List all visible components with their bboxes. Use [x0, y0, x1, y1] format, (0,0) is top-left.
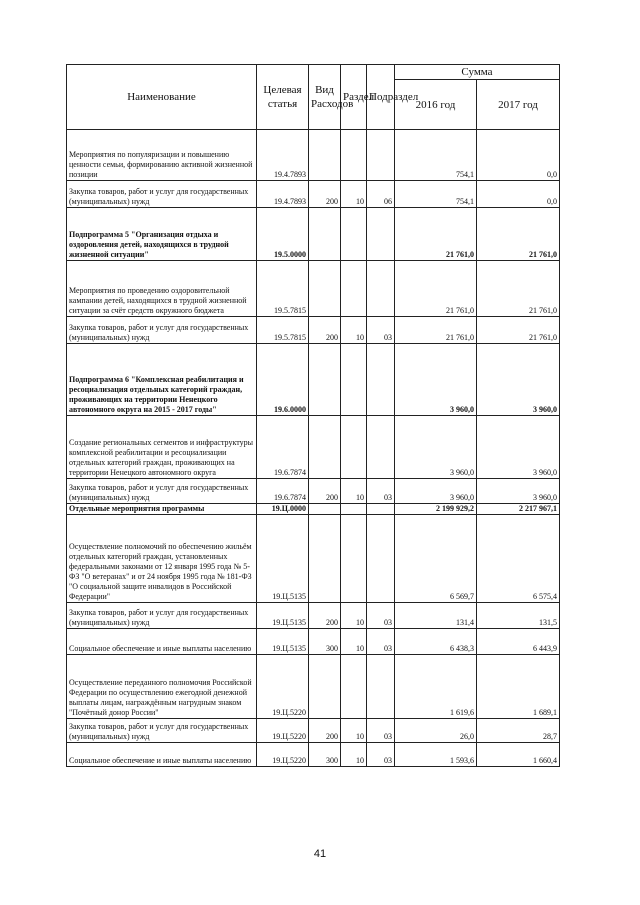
table-row — [67, 416, 560, 479]
row-section: 10 — [341, 719, 367, 743]
row-name: Отдельные мероприятия программы — [67, 504, 257, 515]
row-subsection: 03 — [367, 317, 395, 344]
row-section — [341, 655, 367, 719]
table-body — [67, 130, 560, 767]
row-sum-2016: 6 569,7 — [395, 515, 477, 603]
row-sum-2016: 21 761,0 — [395, 208, 477, 261]
row-subsection — [367, 655, 395, 719]
row-section: 10 — [341, 181, 367, 208]
header-subsection: Подраздел — [367, 65, 395, 130]
row-subsection — [367, 130, 395, 181]
row-subsection: 03 — [367, 603, 395, 629]
row-sum-2016: 21 761,0 — [395, 261, 477, 317]
row-sum-2016: 3 960,0 — [395, 479, 477, 504]
row-name: Закупка товаров, работ и услуг для государственных (муниципальных) нужд — [67, 603, 257, 629]
row-sum-2016: 754,1 — [395, 130, 477, 181]
row-section — [341, 344, 367, 416]
table-row — [67, 208, 560, 261]
row-target-code: 19.Ц.5135 — [257, 629, 309, 655]
header-type: Вид Расходов — [309, 65, 341, 130]
row-sum-2016: 3 960,0 — [395, 344, 477, 416]
row-expense-type — [309, 130, 341, 181]
page-number: 41 — [313, 848, 327, 860]
row-expense-type: 200 — [309, 479, 341, 504]
row-sum-2016: 26,0 — [395, 719, 477, 743]
row-expense-type: 200 — [309, 181, 341, 208]
table-row — [67, 181, 560, 208]
row-target-code: 19.Ц.5220 — [257, 655, 309, 719]
row-expense-type — [309, 344, 341, 416]
row-expense-type: 200 — [309, 603, 341, 629]
table-row — [67, 515, 560, 603]
row-subsection — [367, 504, 395, 515]
row-name: Осуществление переданного полномочия Российской Федерации по осуществлению ежегодной денежной выплаты лицам, награждённым нагрудным знаком "Почётный донор России" — [67, 655, 257, 719]
table-row — [67, 655, 560, 719]
row-subsection: 03 — [367, 479, 395, 504]
row-sum-2016: 2 199 929,2 — [395, 504, 477, 515]
table-row — [67, 504, 560, 515]
row-subsection: 06 — [367, 181, 395, 208]
header-name: Наименование — [67, 65, 257, 130]
row-target-code: 19.Ц.5135 — [257, 515, 309, 603]
table-row — [67, 743, 560, 767]
row-name: Создание региональных сегментов и инфраструктуры комплексной реабилитации и ресоциализации отдельных категорий граждан, проживающих на территории Ненецкого автономного округа — [67, 416, 257, 479]
row-subsection — [367, 515, 395, 603]
row-sum-2017: 21 761,0 — [477, 261, 560, 317]
row-subsection — [367, 261, 395, 317]
row-name: Закупка товаров, работ и услуг для государственных (муниципальных) нужд — [67, 719, 257, 743]
row-target-code: 19.Ц.5135 — [257, 603, 309, 629]
row-subsection — [367, 208, 395, 261]
row-target-code: 19.4.7893 — [257, 181, 309, 208]
row-sum-2016: 3 960,0 — [395, 416, 477, 479]
table-row — [67, 479, 560, 504]
table-row — [67, 629, 560, 655]
table-row — [67, 261, 560, 317]
row-section: 10 — [341, 317, 367, 344]
row-section: 10 — [341, 603, 367, 629]
row-section: 10 — [341, 743, 367, 767]
row-sum-2016: 1 593,6 — [395, 743, 477, 767]
row-subsection — [367, 344, 395, 416]
row-subsection: 03 — [367, 719, 395, 743]
header-target: Целевая статья — [257, 65, 309, 130]
row-sum-2017: 21 761,0 — [477, 317, 560, 344]
header-sum: Сумма — [395, 65, 560, 80]
row-subsection: 03 — [367, 743, 395, 767]
table-row — [67, 344, 560, 416]
row-section — [341, 261, 367, 317]
header-2017: 2017 год — [477, 80, 560, 130]
row-section: 10 — [341, 629, 367, 655]
row-sum-2017: 3 960,0 — [477, 416, 560, 479]
row-name: Мероприятия по популяризации и повышению ценности семьи, формированию активной жизненной позиции — [67, 130, 257, 181]
row-expense-type — [309, 208, 341, 261]
row-section — [341, 515, 367, 603]
row-sum-2016: 1 619,6 — [395, 655, 477, 719]
row-expense-type: 200 — [309, 317, 341, 344]
row-expense-type: 300 — [309, 743, 341, 767]
row-target-code: 19.6.0000 — [257, 344, 309, 416]
table-row — [67, 719, 560, 743]
row-expense-type — [309, 261, 341, 317]
row-sum-2017: 0,0 — [477, 130, 560, 181]
row-name: Социальное обеспечение и иные выплаты населению — [67, 743, 257, 767]
row-name: Осуществление полномочий по обеспечению жильём отдельных категорий граждан, установленных федеральными законами от 12 января 1995 года № 5-ФЗ "О ветеранах" и от 24 ноября 1995 года № 181-ФЗ "О социальной защите инвалидов в Российской Федерации" — [67, 515, 257, 603]
header-2016: 2016 год — [395, 80, 477, 130]
row-sum-2016: 754,1 — [395, 181, 477, 208]
row-target-code: 19.6.7874 — [257, 416, 309, 479]
row-sum-2017: 2 217 967,1 — [477, 504, 560, 515]
header-section: Раздел — [341, 65, 367, 130]
row-section — [341, 130, 367, 181]
row-sum-2016: 6 438,3 — [395, 629, 477, 655]
row-expense-type: 200 — [309, 719, 341, 743]
row-name: Закупка товаров, работ и услуг для государственных (муниципальных) нужд — [67, 317, 257, 344]
row-sum-2017: 3 960,0 — [477, 344, 560, 416]
row-sum-2017: 6 443,9 — [477, 629, 560, 655]
row-name: Мероприятия по проведению оздоровительной кампании детей, находящихся в трудной жизненной ситуации за счёт средств окружного бюджета — [67, 261, 257, 317]
row-sum-2016: 131,4 — [395, 603, 477, 629]
row-target-code: 19.Ц.5220 — [257, 719, 309, 743]
row-sum-2017: 1 660,4 — [477, 743, 560, 767]
row-expense-type — [309, 515, 341, 603]
row-name: Подпрограмма 6 "Комплексная реабилитация и ресоциализация отдельных категорий граждан, проживающих на территории Ненецкого автономного округа на 2015 - 2017 годы" — [67, 344, 257, 416]
row-section — [341, 504, 367, 515]
row-expense-type — [309, 416, 341, 479]
row-section — [341, 416, 367, 479]
row-sum-2017: 1 689,1 — [477, 655, 560, 719]
row-subsection — [367, 416, 395, 479]
table-row — [67, 603, 560, 629]
table-row — [67, 317, 560, 344]
row-target-code: 19.4.7893 — [257, 130, 309, 181]
row-sum-2017: 131,5 — [477, 603, 560, 629]
row-target-code: 19.6.7874 — [257, 479, 309, 504]
table-row — [67, 130, 560, 181]
row-sum-2017: 28,7 — [477, 719, 560, 743]
row-sum-2017: 0,0 — [477, 181, 560, 208]
row-target-code: 19.5.7815 — [257, 261, 309, 317]
row-target-code: 19.Ц.5220 — [257, 743, 309, 767]
row-expense-type — [309, 504, 341, 515]
row-sum-2017: 3 960,0 — [477, 479, 560, 504]
row-sum-2017: 6 575,4 — [477, 515, 560, 603]
row-section: 10 — [341, 479, 367, 504]
row-expense-type: 300 — [309, 629, 341, 655]
row-sum-2017: 21 761,0 — [477, 208, 560, 261]
row-name: Подпрограмма 5 "Организация отдыха и оздоровления детей, находящихся в трудной жизненной ситуации" — [67, 208, 257, 261]
row-expense-type — [309, 655, 341, 719]
row-target-code: 19.Ц.0000 — [257, 504, 309, 515]
row-name: Социальное обеспечение и иные выплаты населению — [67, 629, 257, 655]
row-section — [341, 208, 367, 261]
row-sum-2016: 21 761,0 — [395, 317, 477, 344]
row-name: Закупка товаров, работ и услуг для государственных (муниципальных) нужд — [67, 181, 257, 208]
row-target-code: 19.5.0000 — [257, 208, 309, 261]
row-subsection: 03 — [367, 629, 395, 655]
budget-table — [66, 64, 560, 767]
row-name: Закупка товаров, работ и услуг для государственных (муниципальных) нужд — [67, 479, 257, 504]
row-target-code: 19.5.7815 — [257, 317, 309, 344]
